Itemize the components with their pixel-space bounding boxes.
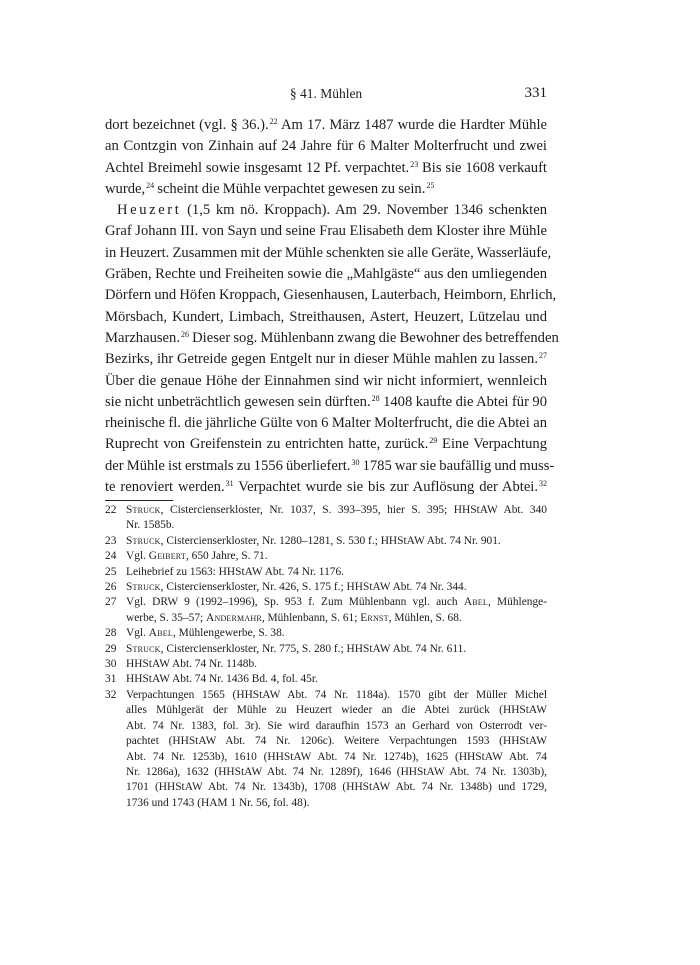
place-name-heading: Heuzert bbox=[117, 202, 182, 219]
footnote-line: Struck, Cistercienserkloster, Nr. 775, S. 280 f.; HHStAW Abt. 74 Nr. 611. bbox=[126, 642, 467, 655]
footnote-line: Vgl. Abel, Mühlengewerbe, S. 38. bbox=[126, 627, 285, 640]
running-head bbox=[105, 84, 547, 104]
main-text bbox=[105, 115, 559, 498]
footnote-number: 26 bbox=[105, 581, 117, 594]
footnote-line: Leihebrief zu 1563: HHStAW Abt. 74 Nr. 1176. bbox=[126, 565, 345, 578]
footnote-number: 24 bbox=[105, 550, 117, 563]
body-line: rheinische fl. die jährliche Gülte von 6 Malter Molterfrucht, die die Abtei an bbox=[105, 415, 547, 432]
footnote-number: 31 bbox=[105, 673, 117, 686]
body-line: Marzhausen.$^{26}$ Dieser sog. Mühlenbann zwang die Bewohner des betreffenden bbox=[105, 329, 559, 346]
footnote bbox=[105, 626, 547, 641]
body-line: dort bezeichnet (vgl. § 36.).$^{22}$ Am 17. März 1487 wurde die Hardter Mühle bbox=[105, 117, 547, 133]
section-title: § 41. Mühlen bbox=[289, 86, 363, 101]
footnote-number: 22 bbox=[105, 504, 117, 516]
body-line: Mörsbach, Kundert, Limbach, Streithausen, Astert, Heuzert, Lützelau und bbox=[105, 308, 547, 325]
footnote-ref: 22 bbox=[269, 117, 278, 126]
body-line: an Contzgin von Zinhain auf 24 Jahre für 6 Malter Molterfrucht und zwei bbox=[105, 138, 547, 155]
footnote-line: Nr. 1286a), 1632 (HHStAW Abt. 74 Nr. 1289f), 1646 (HHStAW Abt. 74 Nr. 1303b), bbox=[126, 765, 547, 778]
footnote-line: Vgl. DRW 9 (1992–1996), Sp. 953 f. Zum Mühlenbann vgl. auch Abel, Mühlenge- bbox=[126, 596, 547, 609]
footnote-ref: 25 bbox=[426, 180, 435, 190]
footnote-line: 1736 und 1743 (HAM 1 Nr. 56, fol. 48). bbox=[126, 796, 310, 809]
footnote-ref: 28 bbox=[371, 393, 380, 403]
footnote-line: werbe, S. 35–57; Andermahr, Mühlenbann, S. 61; Ernst, Mühlen, S. 68. bbox=[126, 611, 462, 624]
page-number: 331 bbox=[524, 85, 547, 101]
footnote-separator bbox=[105, 500, 173, 501]
footnote bbox=[105, 565, 547, 580]
footnote-ref: 23 bbox=[410, 159, 419, 169]
footnote bbox=[105, 580, 547, 595]
body-line: Dörfern und Höfen Kroppach, Giesenhausen, Lauterbach, Heimborn, Ehrlich, bbox=[105, 287, 557, 304]
footnote-ref: 29 bbox=[429, 436, 438, 446]
footnote-line: HHStAW Abt. 74 Nr. 1436 Bd. 4, fol. 45r. bbox=[126, 673, 318, 686]
body-line: sie nicht unbeträchtlich gewesen sein dürften.$^{28}$ 1408 kaufte die Abtei für 90 bbox=[105, 393, 547, 410]
footnote-line: pachtet (HHStAW Abt. 74 Nr. 1206c). Weitere Verpachtungen 1593 (HHStAW bbox=[126, 735, 547, 748]
footnote-ref: 27 bbox=[539, 351, 547, 361]
footnote bbox=[105, 503, 547, 534]
footnote-line: 1701 (HHStAW Abt. 74 Nr. 1343b), 1708 (HHStAW Abt. 74 Nr. 1348b) und 1729, bbox=[126, 781, 547, 794]
footnote bbox=[105, 534, 547, 549]
body-line: der Mühle ist erstmals zu 1556 überliefert.$^{30}$ 1785 war sie baufällig und muss- bbox=[105, 457, 555, 474]
body-line: Ruprecht von Greifenstein zu entrichten hatte, zurück.$^{29}$ Eine Verpachtung bbox=[105, 436, 548, 453]
footnote-number: 32 bbox=[105, 688, 117, 701]
body-line: Gräben, Rechte und Freiheiten sowie die „Mahlgäste“ aus den umliegenden bbox=[105, 266, 547, 283]
body-line: wurde,$^{24}$ scheint die Mühle verpachtet gewesen zu sein.$^{25}$ bbox=[105, 180, 435, 197]
body-line: Bezirks, ihr Getreide gegen Entgelt nur in dieser Mühle mahlen zu lassen.$^{27}$ bbox=[105, 351, 547, 368]
footnote-line: Nr. 1585b. bbox=[126, 519, 175, 532]
body-line: te renoviert werden.$^{31}$ Verpachtet wurde sie bis zur Auflösung der Abtei.$^{32}$ bbox=[105, 479, 547, 496]
body-line: Achtel Breimehl sowie insgesamt 12 Pf. verpachtet.$^{23}$ Bis sie 1608 verkauft bbox=[105, 159, 547, 176]
footnote-number: 28 bbox=[105, 627, 117, 640]
footnote-number: 29 bbox=[105, 642, 117, 655]
footnote-line: Abt. 74 Nr. 1253b), 1610 (HHStAW Abt. 74 Nr. 1274b), 1625 (HHStAW Abt. 74 bbox=[126, 750, 547, 763]
footnote-line: Struck, Cistercienserkloster, Nr. 426, S. 175 f.; HHStAW Abt. 74 Nr. 344. bbox=[126, 581, 467, 594]
body-line: in Heuzert. Zusammen mit der Mühle schenkten sie alle Geräte, Wasserläufe, bbox=[105, 244, 552, 261]
footnote-ref: 31 bbox=[225, 479, 234, 489]
footnote-line: alles Mühlgerät der Mühle zu Heuzert wieder an die Abtei zurück (HHStAW bbox=[126, 704, 547, 717]
footnote bbox=[105, 642, 547, 657]
footnote bbox=[105, 595, 547, 626]
footnote-number: 27 bbox=[105, 596, 117, 609]
footnote-ref: 32 bbox=[539, 479, 547, 489]
footnote bbox=[105, 688, 547, 811]
footnote-number: 23 bbox=[105, 534, 117, 547]
body-line: Heuzert (1,5 km nö. Kroppach). Am 29. November 1346 schenkten bbox=[117, 202, 547, 219]
footnote bbox=[105, 672, 547, 687]
footnote-ref: 24 bbox=[146, 180, 155, 190]
body-line: Über die genaue Höhe der Einnahmen sind wir nicht informiert, wennleich bbox=[105, 372, 547, 389]
footnote-line: Vgl. Geibert, 650 Jahre, S. 71. bbox=[126, 550, 268, 563]
footnote bbox=[105, 657, 547, 672]
footnote-number: 25 bbox=[105, 565, 117, 578]
footnote-ref: 26 bbox=[180, 329, 189, 339]
footnote-line: Struck, Cistercienserkloster, Nr. 1280–1281, S. 530 f.; HHStAW Abt. 74 Nr. 901. bbox=[126, 534, 501, 547]
footnote-ref: 30 bbox=[351, 457, 360, 467]
footnote-number: 30 bbox=[105, 658, 117, 671]
footnote bbox=[105, 549, 547, 564]
footnote-line: Abt. 74 Nr. 1383, fol. 3r). Sie wird daraufhin 1573 an Gerhard von Osterrodt ver- bbox=[126, 719, 547, 732]
footnotes bbox=[105, 503, 547, 811]
footnote-line: Verpachtungen 1565 (HHStAW Abt. 74 Nr. 1184a). 1570 gibt der Müller Michel bbox=[126, 688, 547, 701]
footnote-line: Struck, Cistercienserkloster, Nr. 1037, S. 393–395, hier S. 395; HHStAW Abt. 340 bbox=[126, 504, 547, 516]
footnote-line: HHStAW Abt. 74 Nr. 1148b. bbox=[126, 658, 258, 671]
body-line: Graf Johann III. von Sayn und seine Frau Elisabeth dem Kloster ihre Mühle bbox=[105, 223, 547, 240]
